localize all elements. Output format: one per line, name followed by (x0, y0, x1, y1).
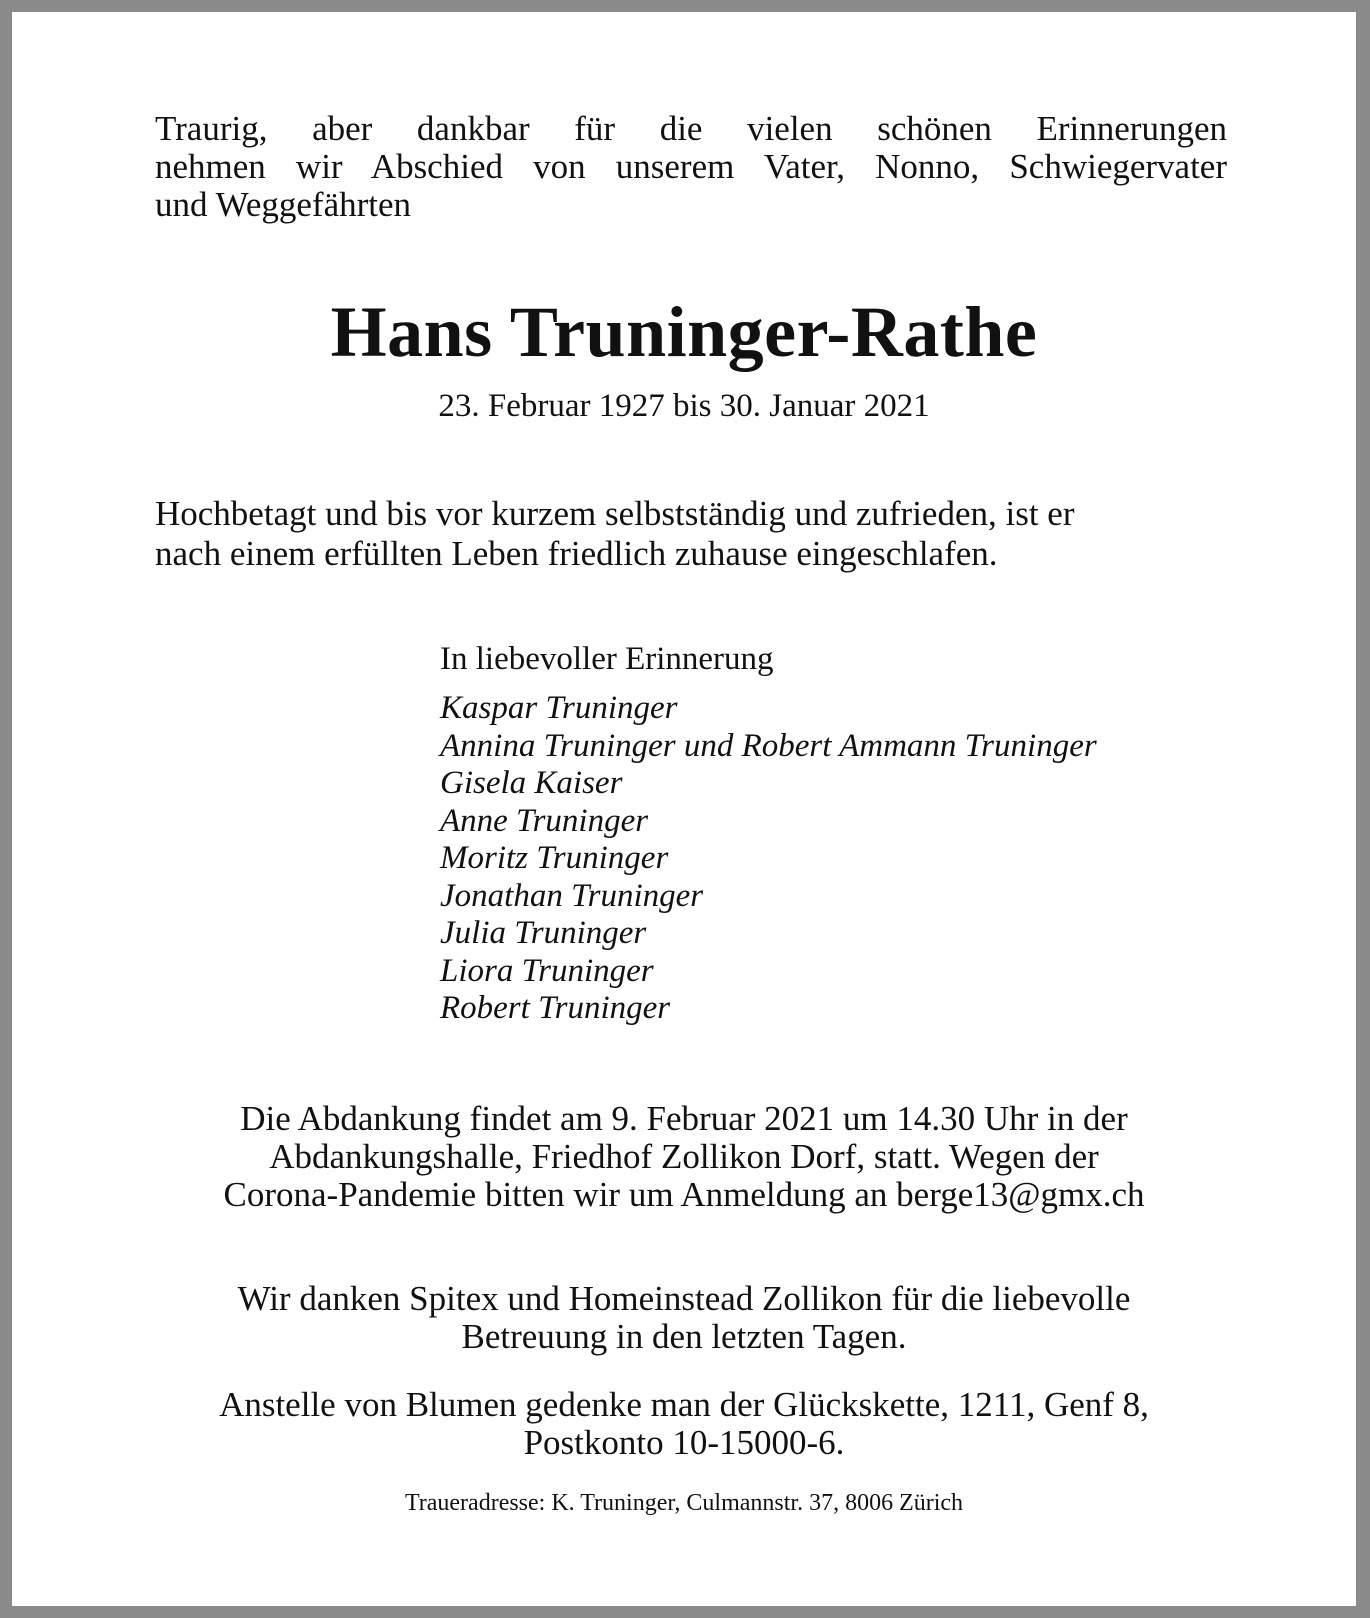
obituary-notice (12, 12, 1356, 1606)
memory-block (440, 640, 1097, 1028)
service-line: Abdankungshalle, Friedhof Zollikon Dorf, statt. Wegen der (269, 1137, 1099, 1176)
intro-paragraph (155, 110, 1227, 224)
signatory-name: Anne Truninger (440, 802, 649, 839)
intro-line: nehmen wir Abschied von unserem Vater, Nonno, Schwiegervater (155, 147, 1227, 186)
service-line: Die Abdankung findet am 9. Februar 2021 um 14.30 Uhr in der (240, 1099, 1128, 1138)
signatory-name: Gisela Kaiser (440, 765, 623, 801)
donation-paragraph (12, 1386, 1356, 1462)
signatory-name: Julia Truninger (440, 915, 647, 951)
signatory-name: Robert Truninger (440, 990, 671, 1026)
deceased-name: Hans Truninger-Rathe (330, 292, 1038, 372)
mourning-address: Traueradresse: K. Truninger, Culmannstr. 37, 8006 Zürich (404, 1490, 964, 1516)
signatory-name: Moritz Truninger (440, 840, 669, 876)
signatory-name: Annina Truninger und Robert Ammann Truninger (440, 727, 1097, 764)
life-dates: 23. Februar 1927 bis 30. Januar 2021 (438, 388, 930, 424)
tribute-paragraph (155, 494, 1235, 574)
intro-line: und Weggefährten (155, 185, 412, 224)
intro-line: Traurig, aber dankbar für die vielen schönen Erinnerungen (155, 109, 1227, 148)
donation-line: Anstelle von Blumen gedenke man der Glückskette, 1211, Genf 8, (219, 1385, 1149, 1424)
signatory-name: Kaspar Truninger (440, 690, 678, 726)
tribute-line: nach einem erfüllten Leben friedlich zuhause eingeschlafen. (155, 534, 998, 573)
signatory-name: Jonathan Truninger (440, 877, 704, 914)
memory-heading: In liebevoller Erinnerung (440, 641, 774, 677)
service-announcement (12, 1100, 1356, 1214)
donation-line: Postkonto 10-15000-6. (523, 1423, 845, 1462)
signatory-name: Liora Truninger (440, 952, 654, 989)
thanks-paragraph (12, 1280, 1356, 1356)
service-line: Corona-Pandemie bitten wir um Anmeldung an berge13@gmx.ch (223, 1175, 1145, 1214)
thanks-line: Betreuung in den letzten Tagen. (461, 1317, 907, 1356)
thanks-line: Wir danken Spitex und Homeinstead Zollikon für die liebevolle (237, 1279, 1131, 1318)
tribute-line: Hochbetagt und bis vor kurzem selbstständig und zufrieden, ist er (155, 494, 1075, 533)
